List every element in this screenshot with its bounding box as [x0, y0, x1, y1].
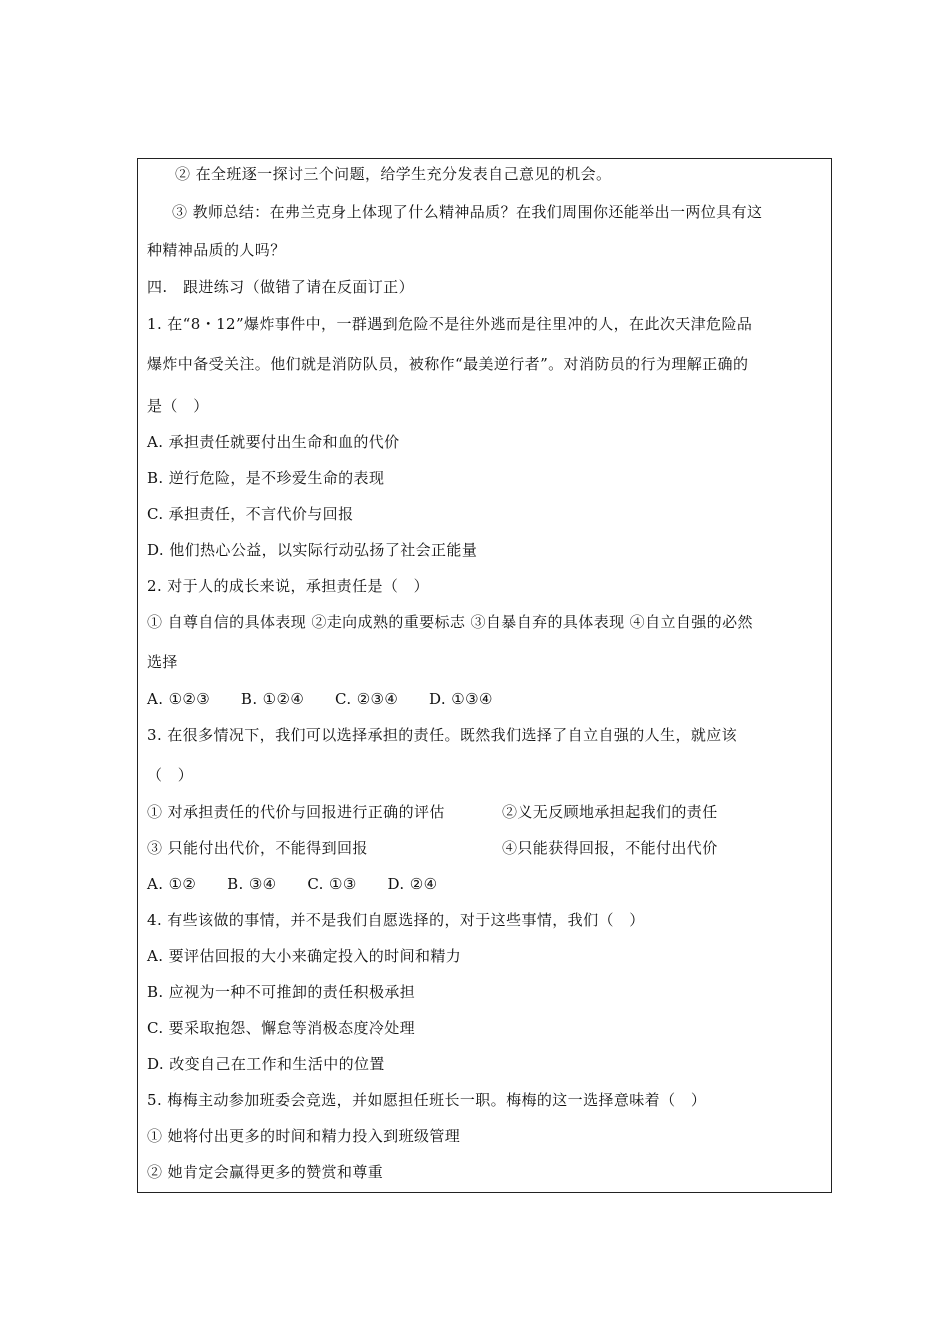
- teaching-step-3-cont: 种精神品质的人吗？: [147, 241, 286, 259]
- question-1-option-b: B. 逆行危险，是不珍爱生命的表现: [147, 469, 385, 487]
- question-2-options: A. ①②③ B. ①②④ C. ②③④ D. ①③④: [147, 690, 493, 708]
- question-3-statement-3: ③ 只能付出代价，不能得到回报: [147, 839, 368, 857]
- section-heading-practice: 四. 跟进练习（做错了请在反面订正）: [147, 278, 414, 296]
- teaching-step-3: ③ 教师总结：在弗兰克身上体现了什么精神品质？在我们周围你还能举出一两位具有这: [172, 203, 763, 221]
- question-1-text: 1. 在“8・12”爆炸事件中，一群遇到危险不是往外逃而是往里冲的人，在此次天津危险品: [147, 315, 753, 333]
- question-1-text-end: 是（ ）: [147, 397, 209, 415]
- question-2-text: 2. 对于人的成长来说，承担责任是（ ）: [147, 577, 430, 595]
- question-3-text: 3. 在很多情况下，我们可以选择承担的责任。既然我们选择了自立自强的人生，就应该: [147, 726, 738, 744]
- question-4-option-b: B. 应视为一种不可推卸的责任积极承担: [147, 983, 416, 1001]
- question-4-text: 4. 有些该做的事情，并不是我们自愿选择的，对于这些事情，我们（ ）: [147, 911, 645, 929]
- question-1-option-a: A. 承担责任就要付出生命和血的代价: [147, 433, 400, 451]
- question-4-option-d: D. 改变自己在工作和生活中的位置: [147, 1055, 385, 1073]
- question-5-text: 5. 梅梅主动参加班委会竞选，并如愿担任班长一职。梅梅的这一选择意味着（ ）: [147, 1091, 707, 1109]
- teaching-step-2: ② 在全班逐一探讨三个问题，给学生充分发表自己意见的机会。: [175, 165, 612, 183]
- question-4-option-c: C. 要采取抱怨、懈怠等消极态度冷处理: [147, 1019, 416, 1037]
- question-3-options: A. ①② B. ③④ C. ①③ D. ②④: [147, 875, 438, 893]
- question-1-option-c: C. 承担责任，不言代价与回报: [147, 505, 354, 523]
- question-3-statement-2: ②义无反顾地承担起我们的责任: [502, 803, 718, 821]
- question-3-text-end: （ ）: [147, 766, 194, 784]
- question-1-option-d: D. 他们热心公益，以实际行动弘扬了社会正能量: [147, 541, 478, 559]
- question-5-statement-2: ② 她肯定会赢得更多的赞赏和尊重: [147, 1163, 384, 1181]
- question-5-statement-1: ① 她将付出更多的时间和精力投入到班级管理: [147, 1127, 461, 1145]
- question-4-option-a: A. 要评估回报的大小来确定投入的时间和精力: [147, 947, 462, 965]
- question-3-statements-row-2: [147, 839, 718, 857]
- content-table-border: [137, 158, 832, 1193]
- question-2-statements: ① 自尊自信的具体表现 ②走向成熟的重要标志 ③自暴自弃的具体表现 ④自立自强的必然: [147, 613, 753, 631]
- question-3-statement-4: ④只能获得回报，不能付出代价: [502, 839, 718, 857]
- question-1-text-cont: 爆炸中备受关注。他们就是消防队员，被称作“最美逆行者”。对消防员的行为理解正确的: [147, 355, 749, 373]
- question-3-statements-row-1: [147, 803, 718, 821]
- question-3-statement-1: ① 对承担责任的代价与回报进行正确的评估: [147, 803, 445, 821]
- question-2-statements-cont: 选择: [147, 653, 178, 671]
